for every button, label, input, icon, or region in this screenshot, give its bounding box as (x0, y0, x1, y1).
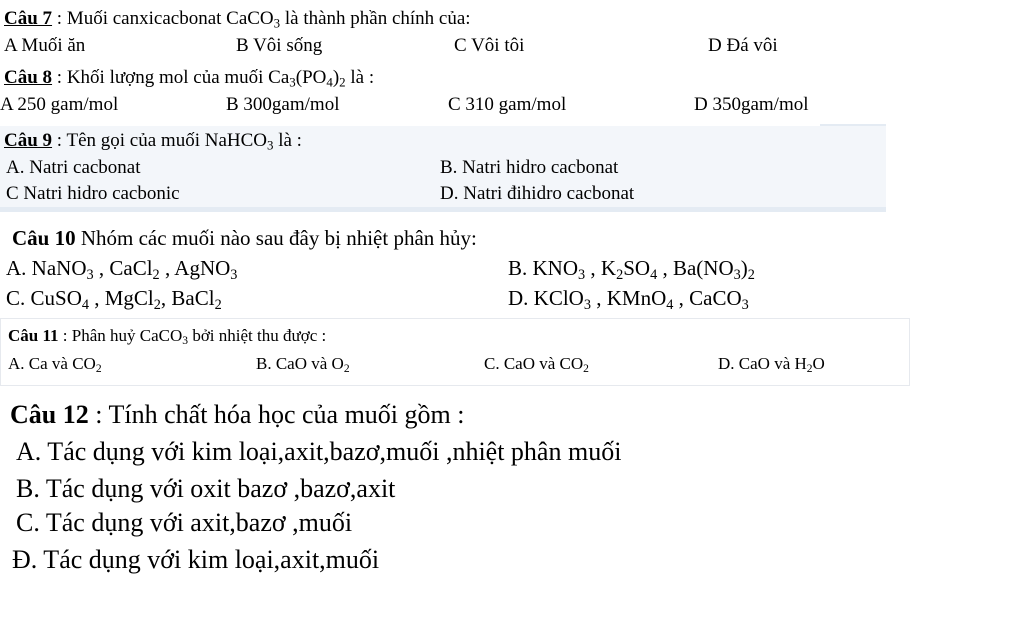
q8-stem: Câu 8 : Khối lượng mol của muối $Ca_3(PO_4)_2$ là : (4, 67, 375, 90)
q8-divider (820, 124, 886, 126)
q9-option-a[interactable]: A. Natri cacbonat (6, 157, 141, 178)
q9-label: Câu 9 (4, 130, 53, 151)
q12-stem: Câu 12 : Tính chất hóa học của muối gồm : (10, 400, 465, 429)
q10-stem: Câu 10 Nhóm các muối nào sau đây bị nhiệt phân hủy: (12, 226, 477, 250)
q12-option-a[interactable]: A. Tác dụng với kim loại,axit,bazơ,muối ,nhiệt phân muối (16, 437, 622, 466)
q7-option-b[interactable]: B Vôi sống (236, 35, 323, 56)
q11-label: Câu 11 (8, 326, 59, 345)
q8-option-c[interactable]: C 310 gam/mol (448, 94, 567, 115)
q11-option-a[interactable]: A. Ca và $CO_2$ (8, 354, 102, 376)
q7-option-d[interactable]: D Đá vôi (708, 35, 778, 56)
q9-divider (0, 207, 886, 212)
q10-label: Câu 10 (12, 226, 76, 250)
q9-option-b[interactable]: B. Natri hidro cacbonat (440, 157, 619, 178)
q10-option-b[interactable]: B. $KNO_3$ , $K_2SO_4$ , $Ba(NO_3)_2$ (508, 256, 755, 283)
q10-option-c[interactable]: C. CuSO$_4$ , MgCl$_2$, BaCl$_2$ (6, 286, 222, 313)
q7-option-c[interactable]: C Vôi tôi (454, 35, 525, 56)
q12-label: Câu 12 (10, 400, 89, 429)
q12-option-d[interactable]: Đ. Tác dụng với kim loại,axit,muối (12, 545, 380, 574)
q11-option-c[interactable]: C. CaO và $CO_2$ (484, 354, 589, 376)
q9-option-d[interactable]: D. Natri đihidro cacbonat (440, 183, 635, 204)
q7-label: Câu 7 (4, 8, 53, 29)
q10-option-d[interactable]: D. KClO$_3$ , KMnO$_4$ , CaCO$_3$ (508, 286, 749, 313)
q8-option-b[interactable]: B 300gam/mol (226, 94, 340, 115)
q8-label: Câu 8 (4, 67, 53, 88)
q9-stem: Câu 9 : Tên gọi của muối NaHCO$_3$ là : (4, 130, 302, 153)
q8-option-d[interactable]: D 350gam/mol (694, 94, 809, 115)
q9-option-c[interactable]: C Natri hidro cacbonic (6, 183, 180, 204)
q11-stem: Câu 11 : Phân huỷ CaCO$_3$ bởi nhiệt thu được : (8, 326, 327, 348)
q12-option-b[interactable]: B. Tác dụng với oxit bazơ ,bazơ,axit (16, 474, 396, 503)
q12-option-c[interactable]: C. Tác dụng với axit,bazơ ,muối (16, 508, 353, 537)
q11-option-b[interactable]: B. CaO và $O_2$ (256, 354, 350, 376)
q7-option-a[interactable]: A Muối ăn (4, 35, 86, 56)
q10-option-a[interactable]: A. NaNO$_3$ , CaCl$_2$ , AgNO$_3$ (6, 256, 238, 283)
q8-option-a[interactable]: A 250 gam/mol (0, 94, 119, 115)
q7-stem: Câu 7 : Muối canxicacbonat CaCO$_3$ là thành phần chính của: (4, 8, 471, 31)
q11-option-d[interactable]: D. CaO và $H_2O$ (718, 354, 825, 376)
